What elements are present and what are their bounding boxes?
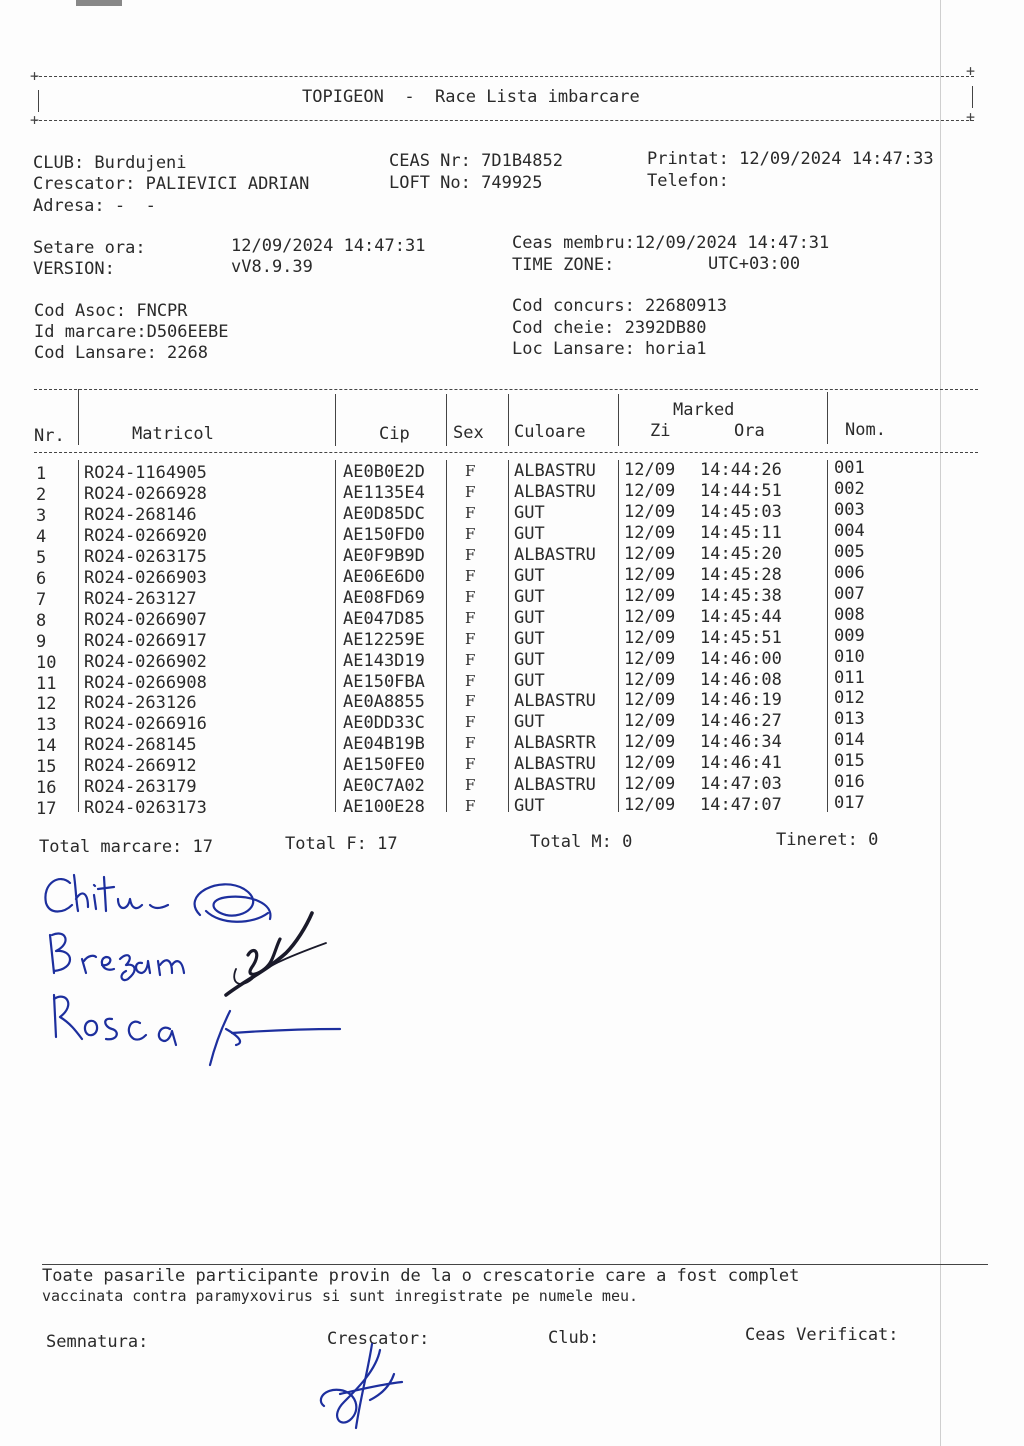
cell-zi: 12/09: [624, 795, 676, 816]
cell-ora: 14:46:00: [700, 648, 782, 669]
cell-culoare: GUT: [514, 565, 545, 586]
cell-cip: AE0A8855: [343, 692, 425, 713]
cell-matricol: RO24-263179: [84, 777, 197, 798]
cell-nr: 3: [36, 505, 47, 526]
header-culoare: Culoare: [514, 422, 586, 442]
time-zone-value: UTC+03:00: [708, 254, 801, 274]
cell-culoare: ALBASTRU: [514, 461, 596, 481]
corner-plus: +: [30, 111, 40, 129]
cell-sex: F: [465, 545, 476, 564]
cell-cip: AE047D85: [343, 608, 425, 629]
cell-cip: AE1135E4: [343, 482, 425, 503]
crescator-label: Crescator:: [327, 1329, 430, 1349]
cell-culoare: GUT: [514, 649, 545, 670]
version-label: VERSION:: [33, 259, 115, 279]
version-value: vV8.9.39: [231, 257, 313, 277]
cell-nr: 15: [36, 757, 57, 778]
header-zi: Zi: [650, 421, 671, 441]
cell-nom: 017: [834, 793, 865, 814]
page-title: TOPIGEON - Race Lista imbarcare: [302, 87, 640, 107]
cell-culoare: GUT: [514, 628, 545, 649]
scan-mark: [76, 0, 122, 6]
col-divider: [78, 389, 79, 445]
cell-culoare: ALBASTRU: [514, 754, 596, 775]
cell-zi: 12/09: [624, 564, 676, 585]
cell-nr: 11: [36, 673, 57, 694]
total-marcare: Total marcare: 17: [39, 837, 213, 857]
col-divider: [446, 460, 447, 812]
cell-ora: 14:46:27: [700, 711, 782, 732]
cell-nr: 9: [36, 631, 47, 652]
cod-concurs-text: Cod concurs: 22680913: [512, 296, 727, 316]
col-divider: [335, 460, 336, 812]
scan-mark: [940, 0, 941, 1446]
crescator-signature: [310, 1330, 420, 1440]
cell-nr: 13: [36, 715, 57, 736]
cell-zi: 12/09: [624, 690, 676, 711]
col-divider: [335, 394, 336, 446]
header-sex: Sex: [453, 423, 484, 443]
col-divider: [508, 460, 509, 812]
id-marcare-text: Id marcare:D506EEBE: [34, 322, 229, 342]
cell-nr: 1: [36, 464, 47, 484]
corner-plus: +: [966, 108, 976, 126]
cell-nom: 016: [834, 772, 865, 793]
cell-cip: AE0D85DC: [343, 503, 425, 524]
cell-zi: 12/09: [624, 732, 676, 753]
cell-cip: AE143D19: [343, 650, 425, 671]
cell-culoare: GUT: [514, 523, 545, 544]
cell-cip: AE0F9B9D: [343, 545, 425, 566]
cell-ora: 14:45:38: [700, 585, 782, 606]
cell-matricol: RO24-0266916: [84, 714, 207, 735]
cell-sex: F: [465, 755, 476, 774]
printat-text: Printat: 12/09/2024 14:47:33: [647, 149, 934, 169]
header-ora: Ora: [734, 421, 765, 441]
header-nom: Nom.: [845, 420, 886, 440]
cell-nr: 5: [36, 547, 47, 568]
cell-nom: 001: [834, 458, 865, 478]
cell-matricol: RO24-0266917: [84, 630, 207, 651]
cell-culoare: ALBASTRU: [514, 481, 596, 502]
title-box-left: [38, 90, 39, 112]
cell-sex: F: [465, 462, 476, 480]
cell-culoare: GUT: [514, 670, 545, 691]
setare-label: Setare ora:: [33, 238, 146, 258]
cell-ora: 14:47:03: [700, 774, 782, 795]
cod-asoc-text: Cod Asoc: FNCPR: [34, 301, 188, 321]
cell-nr: 6: [36, 568, 47, 589]
cell-matricol: RO24-0263173: [84, 798, 207, 819]
cell-sex: F: [465, 692, 476, 711]
cell-ora: 14:46:19: [700, 690, 782, 711]
cell-sex: F: [465, 629, 476, 648]
cell-zi: 12/09: [624, 522, 676, 543]
cell-nr: 8: [36, 610, 47, 631]
cell-cip: AE06E6D0: [343, 566, 425, 587]
cell-matricol: RO24-0266903: [84, 567, 207, 588]
header-nr: Nr.: [34, 426, 65, 446]
ceas-verificat-label: Ceas Verificat:: [745, 1325, 899, 1345]
cell-culoare: GUT: [514, 607, 545, 628]
tineret-total: Tineret: 0: [776, 830, 879, 850]
cell-matricol: RO24-263127: [84, 588, 197, 609]
cell-nom: 005: [834, 541, 865, 562]
cell-culoare: GUT: [514, 502, 545, 523]
club-label: Club:: [548, 1328, 600, 1348]
crescator-text: Crescator: PALIEVICI ADRIAN: [33, 174, 310, 194]
cell-matricol: RO24-1164905: [84, 463, 207, 483]
footer-rule: [42, 1264, 988, 1265]
table-top-rule: [34, 389, 978, 390]
cell-ora: 14:44:26: [700, 460, 782, 480]
cell-matricol: RO24-0266907: [84, 609, 207, 630]
cell-culoare: GUT: [514, 796, 545, 817]
cell-nr: 7: [36, 589, 47, 610]
loft-no-text: LOFT No: 749925: [389, 173, 543, 193]
cell-sex: F: [465, 713, 476, 732]
loc-lansare-text: Loc Lansare: horia1: [512, 339, 707, 359]
cell-zi: 12/09: [624, 585, 676, 606]
cell-zi: 12/09: [624, 460, 676, 480]
cell-ora: 14:45:20: [700, 543, 782, 564]
cell-cip: AE0DD33C: [343, 713, 425, 734]
cell-sex: F: [465, 797, 476, 816]
cell-culoare: ALBASTRU: [514, 691, 596, 712]
cell-nr: 12: [36, 694, 57, 715]
cell-matricol: RO24-0266902: [84, 651, 207, 672]
cod-lansare-text: Cod Lansare: 2268: [34, 343, 208, 363]
header-cip: Cip: [379, 424, 410, 444]
header-matricol: Matricol: [132, 424, 214, 444]
cell-cip: AE100E28: [343, 797, 425, 818]
club-text: CLUB: Burdujeni: [33, 153, 187, 173]
cell-nom: 008: [834, 604, 865, 625]
setare-value: 12/09/2024 14:47:31: [231, 236, 426, 256]
ceas-membru-text: Ceas membru:12/09/2024 14:47:31: [512, 233, 830, 253]
col-divider: [827, 392, 828, 444]
corner-plus: +: [30, 67, 40, 85]
declaration-line-1: Toate pasarile participante provin de la o crescatorie care a fost complet: [42, 1266, 800, 1286]
cell-ora: 14:45:44: [700, 606, 782, 627]
cell-matricol: RO24-266912: [84, 756, 197, 777]
cell-sex: F: [465, 608, 476, 627]
total-f: Total F: 17: [285, 834, 398, 854]
cell-matricol: RO24-0266908: [84, 672, 207, 693]
cell-sex: F: [465, 650, 476, 669]
corner-plus: +: [966, 62, 976, 80]
cell-zi: 12/09: [624, 501, 676, 522]
cell-sex: F: [465, 524, 476, 543]
cell-ora: 14:45:03: [700, 501, 782, 522]
cell-cip: AE0B0E2D: [343, 462, 425, 482]
table-header-rule: [34, 452, 978, 453]
cell-zi: 12/09: [624, 711, 676, 732]
cell-cip: AE150FE0: [343, 755, 425, 776]
declaration-line-2: vaccinata contra paramyxovirus si sunt inregistrate pe numele meu.: [42, 1287, 639, 1305]
cell-sex: F: [465, 587, 476, 606]
cell-zi: 12/09: [624, 648, 676, 669]
cell-nr: 2: [36, 484, 47, 505]
cell-nom: 015: [834, 751, 865, 772]
adresa-text: Adresa: - -: [33, 196, 156, 216]
cell-cip: AE04B19B: [343, 734, 425, 755]
cell-nom: 010: [834, 646, 865, 667]
col-divider: [78, 460, 79, 812]
cell-nr: 17: [36, 799, 57, 820]
cell-culoare: ALBASTRU: [514, 775, 596, 796]
cell-cip: AE150FBA: [343, 671, 425, 692]
telefon-text: Telefon:: [647, 171, 729, 191]
cell-matricol: RO24-0266920: [84, 525, 207, 546]
cell-culoare: GUT: [514, 586, 545, 607]
cell-zi: 12/09: [624, 753, 676, 774]
cell-cip: AE0C7A02: [343, 776, 425, 797]
cell-matricol: RO24-268145: [84, 735, 197, 756]
cell-nr: 4: [36, 526, 47, 547]
cell-nom: 009: [834, 625, 865, 646]
cell-zi: 12/09: [624, 774, 676, 795]
title-box-bottom: [34, 120, 974, 121]
title-box-right: [972, 86, 973, 108]
cell-nom: 006: [834, 562, 865, 583]
cell-nom: 012: [834, 688, 865, 709]
cell-sex: F: [465, 776, 476, 795]
cell-nom: 014: [834, 730, 865, 751]
total-m: Total M: 0: [530, 832, 633, 852]
cell-nom: 002: [834, 478, 865, 499]
cell-nom: 013: [834, 709, 865, 730]
cell-cip: AE150FD0: [343, 524, 425, 545]
cell-matricol: RO24-263126: [84, 693, 197, 714]
cell-matricol: RO24-0266928: [84, 483, 207, 504]
cell-nom: 003: [834, 499, 865, 520]
handwritten-signatures: [30, 855, 360, 1070]
cell-sex: F: [465, 482, 476, 501]
cell-ora: 14:46:08: [700, 669, 782, 690]
col-divider: [618, 460, 619, 812]
cell-nr: 10: [36, 652, 57, 673]
col-divider: [446, 394, 447, 446]
cell-zi: 12/09: [624, 480, 676, 501]
cell-ora: 14:44:51: [700, 480, 782, 501]
cell-culoare: ALBASTRU: [514, 544, 596, 565]
cell-sex: F: [465, 503, 476, 522]
cell-zi: 12/09: [624, 669, 676, 690]
cell-ora: 14:46:34: [700, 732, 782, 753]
cell-cip: AE12259E: [343, 629, 425, 650]
cell-sex: F: [465, 734, 476, 753]
ceas-nr-text: CEAS Nr: 7D1B4852: [389, 151, 563, 171]
time-zone-label: TIME ZONE:: [512, 255, 615, 275]
col-divider: [618, 394, 619, 446]
cell-culoare: ALBASRTR: [514, 733, 596, 754]
cell-nom: 004: [834, 520, 865, 541]
cell-ora: 14:45:28: [700, 564, 782, 585]
cell-nom: 011: [834, 667, 865, 688]
cell-ora: 14:45:11: [700, 522, 782, 543]
header-marked: Marked: [673, 400, 735, 420]
cell-nom: 007: [834, 583, 865, 604]
col-divider: [827, 460, 828, 812]
cell-ora: 14:47:07: [700, 795, 782, 816]
cell-matricol: RO24-268146: [84, 504, 197, 525]
cell-matricol: RO24-0263175: [84, 546, 207, 567]
cell-nr: 16: [36, 778, 57, 799]
cell-zi: 12/09: [624, 543, 676, 564]
title-box-top: [34, 76, 974, 77]
cell-ora: 14:46:41: [700, 753, 782, 774]
cell-zi: 12/09: [624, 627, 676, 648]
cell-sex: F: [465, 566, 476, 585]
semnatura-label: Semnatura:: [46, 1332, 149, 1352]
cod-cheie-text: Cod cheie: 2392DB80: [512, 318, 707, 338]
cell-sex: F: [465, 671, 476, 690]
cell-nr: 14: [36, 736, 57, 757]
cell-zi: 12/09: [624, 606, 676, 627]
col-divider: [508, 394, 509, 446]
cell-cip: AE08FD69: [343, 587, 425, 608]
cell-culoare: GUT: [514, 712, 545, 733]
cell-ora: 14:45:51: [700, 627, 782, 648]
